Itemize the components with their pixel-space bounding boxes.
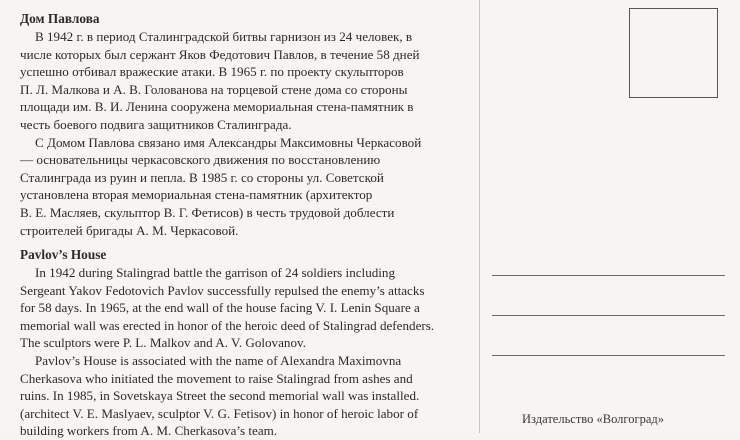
russian-line-1: В 1942 г. в период Сталинградской битвы гарнизон из 24 человек, в (35, 29, 413, 44)
english-line-6: Pavlov’s House is associated with the name of Alexandra Maximovna (35, 352, 402, 368)
english-line-5: The sculptors were P. L. Malkov and A. V. Golovanov. (20, 335, 306, 351)
publisher-imprint: Издательство «Волгоград» (522, 412, 664, 426)
english-line-9: (architect V. E. Maslyaev, sculptor V. G. Fetisov) in honor of heroic labor of (20, 405, 419, 421)
english-line-2: Sergeant Yakov Fedotovich Pavlov successfully repulsed the enemy’s attacks (20, 282, 425, 298)
address-line-2 (492, 315, 725, 316)
russian-line-11: В. Е. Масляев, скульптор В. Г. Фетисов) в честь трудовой доблести (20, 204, 395, 220)
center-divider (479, 0, 480, 433)
russian-line-7: С Домом Павлова связано имя Александры Максимовны Черкасовой (35, 134, 422, 150)
stamp-box (629, 8, 718, 98)
russian-line-3: успешно отбивал вражеские атаки. В 1965 г. по проекту скульпторов (20, 64, 404, 80)
russian-title: Дом Павлова (20, 11, 100, 26)
russian-line-2: числе которых был сержант Яков Федотович Павлов, в течение 58 дней (20, 46, 420, 62)
english-line-8: ruins. In 1985, in Sovetskaya Street the second memorial wall was installed. (20, 388, 420, 404)
russian-line-12: строителей бригады А. М. Черкасовой. (20, 222, 239, 238)
russian-line-5: площади им. В. И. Ленина сооружена мемориальная стена-памятник в (20, 99, 414, 115)
russian-line-8: — основательницы черкасовского движения по восстановлению (20, 152, 381, 168)
english-line-1: In 1942 during Stalingrad battle the garrison of 24 soldiers including (35, 265, 396, 280)
english-line-4: memorial wall was erected in honor of the heroic deed of Stalingrad defenders. (20, 317, 435, 333)
address-line-1 (492, 275, 725, 276)
russian-line-10: установлена вторая мемориальная стена-памятник (архитектор (20, 187, 373, 203)
english-title: Pavlov’s House (20, 247, 107, 262)
english-line-3: for 58 days. In 1965, at the end wall of the house facing V. I. Lenin Square a (20, 300, 420, 316)
english-line-7: Cherkasova who initiated the movement to raise Stalingrad from ashes and (20, 370, 413, 386)
russian-line-6: честь боевого подвига защитников Сталинграда. (20, 116, 292, 132)
english-section (20, 246, 434, 440)
address-line-3 (492, 355, 725, 356)
english-line-10: building workers from A. M. Cherkasova’s team. (20, 423, 278, 439)
russian-line-9: Сталинграда из руин и пепла. В 1985 г. со стороны ул. Советской (20, 169, 384, 185)
russian-line-4: П. Л. Малкова и А. В. Голованова на торцевой стене дома со стороны (20, 81, 408, 97)
russian-section (20, 10, 421, 239)
